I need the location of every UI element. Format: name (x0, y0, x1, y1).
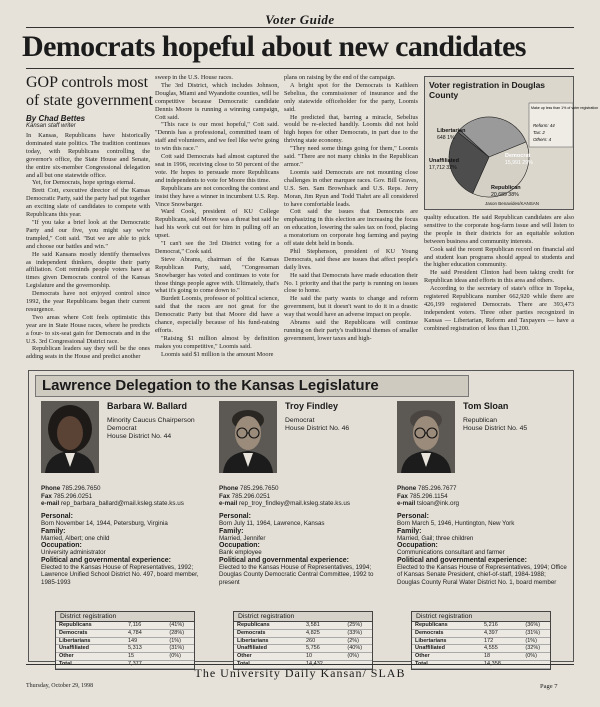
paragraph: A bright spot for the Democrats is Kathleen Sebelius, the commissioner of insurance and the only statewide officeholder for the party, Loomis said. (284, 81, 418, 113)
article-column-3 (284, 74, 418, 366)
fax-line (41, 493, 217, 501)
experience-text: Elected to the Kansas House of Representatives, 1994; Douglas County Democratic Central Committee, 1992 to present (219, 564, 374, 586)
party-cell: Other (234, 653, 303, 661)
personal-label: Personal: (219, 513, 251, 520)
experience-text: Elected to the Kansas House of Representatives, 1994; Office of Kansas Senate President, chief-of-staff, 1984-1988; Douglas County Rural Water District No. 1, board member (397, 564, 567, 586)
count-cell: 4,825 (303, 629, 344, 637)
footer-date: Thursday, October 29, 1998 (26, 683, 94, 689)
rep-title-line: Democrat (107, 425, 137, 432)
count-cell: 5,216 (481, 622, 522, 629)
email-line (397, 500, 573, 508)
count-cell: 5,756 (303, 645, 344, 653)
count-cell: 4,397 (481, 629, 522, 637)
fax-label: Fax (397, 492, 408, 500)
paragraph: "They need some things going for them," Loomis said. "There are not many chinks in the Republican armor." (284, 145, 418, 168)
phone-label: Phone (41, 485, 61, 492)
headline: Democrats hopeful about new candidates (22, 30, 526, 63)
paragraph: He predicted that, barring a miracle, Sebelius would be re-elected handily. Loomis did not hold high hopes for other Democrats, in part due to the thriving state economy. (284, 113, 418, 145)
table-row (412, 645, 550, 653)
section-header: Voter Guide (265, 12, 335, 27)
paragraph: He said the party wants to change and reform government, but it doesn't want to do it in a drastic way that would have an adverse impact on people. (284, 295, 418, 319)
article-column-4 (424, 214, 574, 366)
personal-text: Born November 14, 1944, Petersburg, Virginia (41, 520, 168, 528)
email-address: rep_barbara_ballard@mail.ksleg.state.ks.us (60, 500, 184, 508)
table-row (56, 637, 194, 645)
paragraph: "If you take a brief look at the Democratic Party and our five, you might say we're trampled," Cott said. "But we are able to pick and choose our battles and win." (26, 218, 150, 250)
party-cell: Republicans (56, 622, 125, 629)
table-row (56, 645, 194, 653)
personal-label: Personal: (397, 513, 429, 520)
fax-number: 785.296.0251 (231, 492, 271, 500)
count-cell: 18 (481, 653, 522, 661)
party-cell: Other (412, 653, 481, 661)
small-parties-note: Make up less than 1% of voter registration (531, 106, 599, 110)
paragraph: Democrats have not enjoyed control since 1992, the year Republicans began their current resurgence. (26, 290, 150, 313)
paragraph: Loomis said Democrats are not mounting close challenges in other marquee races. Gov. Bill Graves, U.S. Sen. Sam Brownback and U.S. Reps. Jerry Moran, Jim Ryun and Todd Tiahrt are all considered to have comfortable leads. (284, 168, 418, 208)
rep-title-block (285, 417, 389, 433)
slice-value-libertarian: 648 1% (437, 135, 455, 141)
rep-title-line: Republican (463, 417, 498, 424)
party-cell: Democrats (56, 629, 125, 637)
fax-label: Fax (41, 492, 52, 500)
experience-label: Political and governmental experience: (397, 556, 527, 564)
phone-label: Phone (397, 485, 417, 492)
occupation-text: Bank employee (219, 549, 262, 557)
paragraph: Cook said the recent Republican record on financial aid and student loan programs should appeal to students and the higher education community. (424, 245, 574, 269)
paragraph: He said that Democrats have made education their No. 1 priority and that the party is running on issues close to home. (284, 271, 418, 295)
phone-line (41, 485, 217, 493)
paragraph: "This race is our most hopeful," Cott said. "Dennis has a professional, committed team of staff and volunteers, and we feel like we're going to win this race." (155, 121, 279, 153)
rep-title-block (107, 417, 211, 441)
slice-label-republican: Republican (491, 185, 521, 191)
article-column-2 (155, 74, 279, 366)
slice-label-unaffiliated: Unaffiliated (429, 158, 459, 164)
rep-name: Barbara W. Ballard (107, 401, 188, 411)
rep-name: Tom Sloan (463, 401, 509, 411)
rep-contact (41, 485, 217, 508)
percent-cell: (36%) (522, 622, 550, 629)
fax-label: Fax (219, 492, 230, 500)
family-text: Married, Gail; three children (397, 534, 474, 542)
table-row (412, 637, 550, 645)
slice-label-democrat: Democrat (505, 153, 531, 159)
rep-photo (219, 401, 277, 473)
rep-title-block (463, 417, 567, 433)
rep-bio (397, 513, 569, 586)
percent-cell: (40%) (344, 645, 372, 653)
header-rule (26, 27, 574, 28)
paragraph: The 3rd District, which includes Johnson, Douglas, Miami and Wyandotte counties, will be competitive because Democratic candidate Dennis Moore is running a winning campaign, Cott said. (155, 81, 279, 121)
party-cell: Republicans (412, 622, 481, 629)
phone-label: Phone (219, 485, 239, 492)
rep-title-line: Democrat (285, 417, 315, 424)
paragraph: Ward Cook, president of KU College Republicans, said Moore was a threat but said he had his work cut out for him in pulling off an upset. (155, 208, 279, 240)
district-registration-table (233, 611, 373, 670)
paragraph: In Kansas, Republicans have historically dominated state politics. The tradition continues today, with Republicans controlling the governor's office, the State House and Senate, the entire six-member Congressional delegation and all but one statewide office. (26, 132, 150, 179)
slice-label-libertarian: Libertarian (437, 128, 466, 134)
district-registration-table (55, 611, 195, 670)
email-line (219, 500, 395, 508)
party-cell: Unaffiliated (56, 645, 125, 653)
email-address: rep_troy_findley@mail.ksleg.state.ks.us (238, 500, 350, 508)
experience-label: Political and governmental experience: (41, 556, 171, 564)
party-cell: Republicans (234, 622, 303, 629)
paragraph: "Raising $1 million almost by definition makes you competitive," Loomis said. (155, 334, 279, 350)
slice-value-democrat: 15,991 29% (505, 160, 533, 166)
count-cell: 149 (125, 637, 166, 645)
count-cell: 15 (125, 653, 166, 661)
family-text: Married, Albert; one child (41, 534, 110, 542)
email-label: e-mail (41, 500, 60, 508)
small-party-tax: Tax: 2 (533, 130, 545, 135)
phone-line (219, 485, 395, 493)
table-row (56, 629, 194, 637)
fax-line (397, 493, 573, 501)
table-row (234, 653, 372, 661)
paragraph: He said Kansans mostly identify themselves as independent thinkers, despite their party affiliation. Cott reminds people voters have at times given Democrats control of the Kansas Legislature and the governorship. (26, 250, 150, 290)
footer-page-number: Page 7 (540, 683, 558, 690)
phone-number: 785.296.7677 (418, 485, 457, 492)
paragraph: According to the secretary of state's office in Topeka, registered Republicans number 662,920 while there are 426,199 registered Democrats. There are 393,473 independent voters. Three other parties recognized in Kansas — Libertarian, Reform and Taxpayers — have a combined registration of less than 11,200. (424, 285, 574, 332)
paragraph: Brett Cott, executive director of the Kansas Democratic Party, said the party had put together an exciting slate of candidates to compete with Republicans this year. (26, 187, 150, 219)
small-party-others: Others: 4 (533, 137, 552, 142)
rep-photo (41, 401, 99, 473)
family-label: Family: (397, 527, 422, 535)
table-row (234, 629, 372, 637)
party-cell: Libertarians (412, 637, 481, 645)
percent-cell: (1%) (522, 637, 550, 645)
party-cell: Other (56, 653, 125, 661)
table-row (234, 637, 372, 645)
rep-title-line: House District No. 45 (463, 425, 528, 432)
rep-title-line: House District No. 44 (107, 433, 172, 440)
paragraph: Steve Abrams, chairman of the Kansas Republican Party, said, "Congressman Snowbarger has voted and continues to vote for those things people agree with. Ultimately, that's what it's going to come down to." (155, 255, 279, 295)
slice-value-unaffiliated: 17,712 32% (429, 165, 457, 171)
occupation-label: Occupation: (397, 542, 438, 550)
rep-contact (397, 485, 573, 508)
count-cell: 5,313 (125, 645, 166, 653)
table-row (412, 653, 550, 661)
percent-cell: (32%) (522, 645, 550, 653)
delegation-title: Lawrence Delegation to the Kansas Legislature (35, 375, 469, 397)
percent-cell: (33%) (344, 629, 372, 637)
percent-cell: (41%) (166, 622, 194, 629)
rep-title-line: Minority Caucus Chairperson (107, 417, 195, 424)
family-label: Family: (41, 527, 66, 535)
table-row (56, 622, 194, 629)
chart-credit: Jason Benavides/KANSAN (485, 201, 540, 206)
subhead: GOP controls most of state government (26, 74, 154, 109)
party-cell: Unaffiliated (412, 645, 481, 653)
byline: By Chad Bettes (26, 114, 86, 123)
count-cell: 4,555 (481, 645, 522, 653)
personal-text: Born July 11, 1964, Lawrence, Kansas (219, 520, 325, 528)
personal-text: Born March 5, 1946, Huntington, New York (397, 520, 515, 528)
paragraph: Phil Stephenson, president of KU Young Democrats, said these are issues that affect people's daily lives. (284, 247, 418, 271)
fax-line (219, 493, 395, 501)
percent-cell: (31%) (522, 629, 550, 637)
party-cell: Democrats (234, 629, 303, 637)
byline-title: Kansan staff writer (26, 123, 76, 129)
district-table-title: District registration (412, 612, 550, 622)
chart-title: Voter registration in Douglas County (429, 80, 546, 100)
experience-label: Political and governmental experience: (219, 556, 349, 564)
paragraph: "I can't see the 3rd District voting for a Democrat," Cook said. (155, 240, 279, 255)
delegation-box (28, 370, 574, 662)
party-cell: Democrats (412, 629, 481, 637)
pie-chart (425, 77, 599, 211)
experience-text: Elected to the Kansas House of Representatives, 1992; Lawrence Unified School District No. 497, board member, 1985-1993 (41, 564, 199, 586)
rep-bio (41, 513, 213, 586)
slice-value-republican: 20,689 38% (491, 192, 519, 198)
footer-rule (26, 664, 574, 665)
count-cell: 10 (303, 653, 344, 661)
voter-registration-chart (424, 76, 599, 210)
personal-label: Personal: (41, 513, 73, 520)
table-row (234, 622, 372, 629)
paragraph: Loomis said $1 million is the amount Moore (161, 350, 274, 358)
table-row (234, 645, 372, 653)
district-table-title: District registration (56, 612, 194, 622)
percent-cell: (0%) (166, 653, 194, 661)
table-row (412, 629, 550, 637)
paragraph: Yet, for Democrats, hope springs eternal. (32, 179, 136, 187)
fax-number: 785.296.0251 (53, 492, 93, 500)
percent-cell: (28%) (166, 629, 194, 637)
table-row (56, 653, 194, 661)
rep-card-barbara-w-ballard (35, 401, 213, 659)
family-label: Family: (219, 527, 244, 535)
party-cell: Libertarians (234, 637, 303, 645)
percent-cell: (0%) (522, 653, 550, 661)
paragraph: Cott said the issues that Democrats are emphasizing in this election are increasing the focus on education, lowering the sales tax on food, placing a moratorium on corporate hog farming and paying off state debt held in bonds. (284, 208, 418, 248)
rep-title-line: House District No. 46 (285, 425, 350, 432)
rep-bio (219, 513, 391, 586)
occupation-label: Occupation: (219, 542, 260, 550)
paragraph: Republicans are not conceding the contest and insist they have a winner in incumbent U.S. Rep. Vince Snowbarger. (155, 184, 279, 208)
paragraph: Burdett Loomis, professor of political science, said that the races are not great for the Democratic Party but that Moore did have a chance, especially because of his fund-raising efforts. (155, 295, 279, 334)
count-cell: 260 (303, 637, 344, 645)
paragraph: Republican leaders say they will be the ones adding seats in the House and predict another (26, 345, 150, 361)
paragraph: quality education. He said Republican candidates are also sensitive to the corporate hog-farm issue and will listen to the people in their districts for an equitable solution between business and community interests. (424, 214, 574, 245)
phone-number: 785.296.7650 (240, 485, 279, 492)
percent-cell: (1%) (166, 637, 194, 645)
rep-name: Troy Findley (285, 401, 339, 411)
small-party-reform: Reform: 44 (533, 123, 555, 128)
percent-cell: (25%) (344, 622, 372, 629)
paragraph: Abrams said the Republicans will continue running on their party's traditional themes of smaller government, lower taxes and high- (284, 319, 418, 342)
phone-number: 785.296.7650 (62, 485, 101, 492)
table-row (412, 622, 550, 629)
district-registration-table (411, 611, 551, 670)
paragraph: sweep in the U.S. House races. (155, 74, 233, 81)
rep-card-tom-sloan (391, 401, 569, 659)
count-cell: 172 (481, 637, 522, 645)
footer-paper-name: The University Daily Kansan/ SLAB (194, 666, 406, 680)
occupation-text: University administrator (41, 549, 106, 557)
count-cell: 7,116 (125, 622, 166, 629)
count-cell: 4,784 (125, 629, 166, 637)
email-address: tsloan@ink.org (416, 500, 460, 508)
email-label: e-mail (219, 500, 238, 508)
occupation-text: Communications consultant and farmer (397, 549, 505, 557)
phone-line (397, 485, 573, 493)
paragraph: Two areas where Cott feels optimistic this year are in State House races, where he predicts a four- to six-seat gain for Democrats and in the U.S. 3rd Congressional District race. (26, 313, 150, 345)
district-table-title: District registration (234, 612, 372, 622)
party-cell: Unaffiliated (234, 645, 303, 653)
rep-photo (397, 401, 455, 473)
occupation-label: Occupation: (41, 542, 82, 550)
headline-rule (26, 68, 574, 69)
family-text: Married, Jennifer (219, 534, 266, 542)
count-cell: 3,581 (303, 622, 344, 629)
paragraph: plans on raising by the end of the campaign. (284, 74, 396, 81)
party-cell: Libertarians (56, 637, 125, 645)
email-label: e-mail (397, 500, 416, 508)
paragraph: Cott said Democrats had almost captured the seat in 1996, receiving close to 50 percent of the vote. He hopes to persuade more Republicans and independents to vote for Moore this time. (155, 153, 279, 184)
percent-cell: (31%) (166, 645, 194, 653)
email-line (41, 500, 217, 508)
paragraph: He said President Clinton had been taking credit for Republican ideas and efforts in this area and others. (424, 269, 574, 285)
fax-number: 785.296.1154 (409, 492, 448, 500)
percent-cell: (2%) (344, 637, 372, 645)
percent-cell: (0%) (344, 653, 372, 661)
rep-contact (219, 485, 395, 508)
article-column-1 (26, 132, 150, 366)
rep-card-troy-findley (213, 401, 391, 659)
